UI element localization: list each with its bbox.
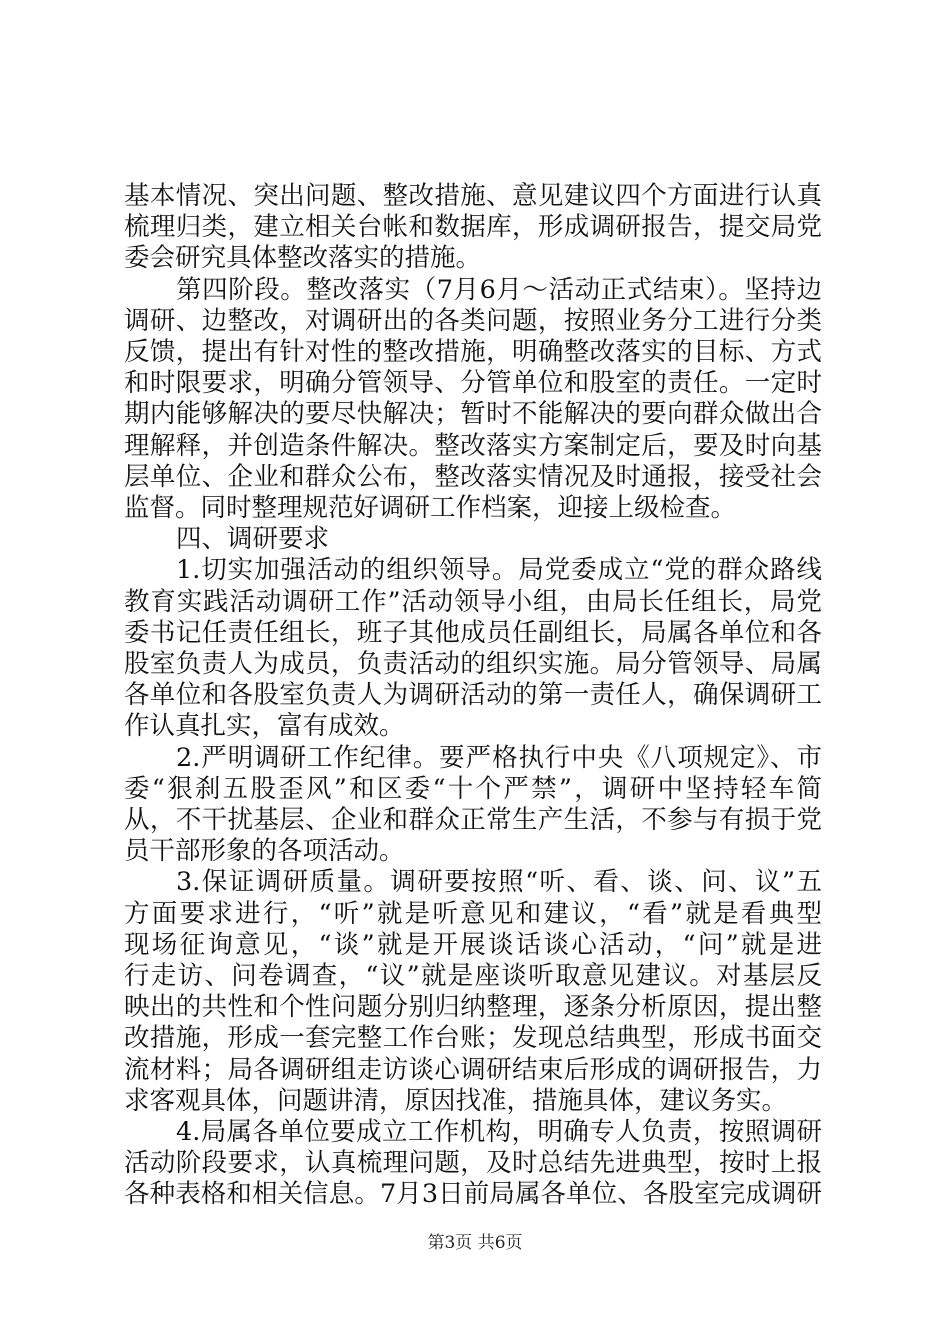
text-line: 教育实践活动调研工作”活动领导小组，由局长任组长，局党 bbox=[124, 586, 822, 617]
text-line: 1.切实加强活动的组织领导。局党委成立“党的群众路线 bbox=[176, 555, 822, 586]
text-line: 委“狠刹五股歪风”和区委“十个严禁”，调研中坚持轻车简 bbox=[124, 773, 822, 804]
text-line: 活动阶段要求，认真梳理问题，及时总结先进典型，按时上报 bbox=[124, 1148, 822, 1179]
text-line: 期内能够解决的要尽快解决；暂时不能解决的要向群众做出合 bbox=[124, 399, 822, 430]
text-line: 3.保证调研质量。调研要按照“听、看、谈、问、议”五 bbox=[176, 867, 822, 898]
text-line: 流材料；局各调研组走访谈心调研结束后形成的调研报告，力 bbox=[124, 1054, 822, 1085]
text-line: 层单位、企业和群众公布，整改落实情况及时通报，接受社会 bbox=[124, 461, 822, 492]
text-line: 梳理归类，建立相关台帐和数据库，形成调研报告，提交局党 bbox=[124, 212, 822, 243]
text-line: 员干部形象的各项活动。 bbox=[124, 836, 405, 867]
text-line: 反馈，提出有针对性的整改措施，明确整改落实的目标、方式 bbox=[124, 337, 822, 367]
text-line: 从，不干扰基层、企业和群众正常生产生活，不参与有损于党 bbox=[124, 805, 822, 835]
text-line: 各单位和各股室负责人为调研活动的第一责任人，确保调研工 bbox=[124, 680, 822, 711]
text-line: 第四阶段。整改落实（7月6月～活动正式结束）。坚持边 bbox=[176, 274, 822, 305]
text-line: 现场征询意见，“谈”就是开展谈话谈心活动，“问”就是进 bbox=[124, 929, 822, 960]
text-line: 监督。同时整理规范好调研工作档案，迎接上级检查。 bbox=[124, 493, 737, 523]
text-line: 作认真扎实，富有成效。 bbox=[124, 711, 405, 742]
text-line: 股室负责人为成员，负责活动的组织实施。局分管领导、局属 bbox=[124, 649, 822, 679]
text-line: 改措施，形成一套完整工作台账；发现总结典型，形成书面交 bbox=[124, 1023, 822, 1054]
text-line: 方面要求进行，“听”就是听意见和建议，“看”就是看典型 bbox=[124, 898, 822, 929]
page-number: 第3页 共6页 bbox=[427, 1233, 523, 1253]
text-line: 映出的共性和个性问题分别归纳整理，逐条分析原因，提出整 bbox=[124, 992, 822, 1023]
text-line: 基本情况、突出问题、整改措施、意见建议四个方面进行认真 bbox=[124, 181, 822, 211]
text-line: 行走访、问卷调查，“议”就是座谈听取意见建议。对基层反 bbox=[124, 961, 822, 991]
text-line: 调研、边整改，对调研出的各类问题，按照业务分工进行分类 bbox=[124, 305, 822, 336]
text-line: 委书记任责任组长，班子其他成员任副组长，局属各单位和各 bbox=[124, 617, 822, 648]
text-line: 4.局属各单位要成立工作机构，明确专人负责，按照调研 bbox=[176, 1117, 822, 1147]
section-heading: 四、调研要求 bbox=[176, 524, 330, 555]
text-line: 求客观具体，问题讲清，原因找准，措施具体，建议务实。 bbox=[124, 1085, 788, 1116]
text-line: 委会研究具体整改落实的措施。 bbox=[124, 243, 482, 274]
text-line: 各种表格和相关信息。7月3日前局属各单位、各股室完成调研 bbox=[124, 1179, 822, 1210]
text-line: 和时限要求，明确分管领导、分管单位和股室的责任。一定时 bbox=[124, 368, 822, 399]
text-line: 理解释，并创造条件解决。整改落实方案制定后，要及时向基 bbox=[124, 430, 822, 461]
text-line: 2.严明调研工作纪律。要严格执行中央《八项规定》、市 bbox=[176, 742, 822, 773]
